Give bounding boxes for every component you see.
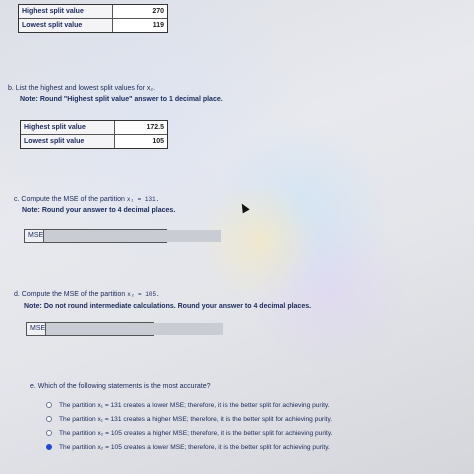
- table-a-row-highest: [19, 5, 167, 18]
- part-d-mse-field: [26, 322, 154, 336]
- table-b-lowest-label: Lowest split value: [21, 135, 115, 148]
- table-b-row-lowest: [21, 134, 167, 148]
- mouse-cursor-icon: [238, 202, 249, 214]
- table-b-highest-value[interactable]: 172.5: [115, 121, 167, 134]
- option-3-radio-icon[interactable]: [46, 430, 52, 436]
- table-a-lowest-label: Lowest split value: [19, 19, 113, 32]
- option-1-radio-icon[interactable]: [46, 402, 52, 408]
- table-a-row-lowest: [19, 18, 167, 32]
- option-2[interactable]: [46, 412, 466, 426]
- table-b-row-highest: [21, 121, 167, 134]
- option-1-text: The partition x₁ = 131 creates a lower MSE; therefore, it is the better split for achieving purity.: [59, 401, 330, 409]
- option-2-text: The partition x₁ = 131 creates a higher MSE; therefore, it is the better split for achieving purity.: [59, 415, 333, 423]
- part-b-question: b. List the highest and lowest split values for x₂.: [8, 85, 156, 92]
- part-e-options: [46, 398, 466, 454]
- table-a-highest-label: Highest split value: [19, 5, 113, 18]
- option-4[interactable]: [46, 440, 466, 454]
- part-c-note: Note: Round your answer to 4 decimal places.: [22, 207, 176, 214]
- part-c-question-text: c. Compute the MSE of the partition: [14, 196, 125, 203]
- split-values-table-a: [18, 4, 168, 33]
- part-d-mse-label: MSE: [27, 323, 46, 335]
- table-a-lowest-value[interactable]: 119: [113, 19, 167, 32]
- option-3-text: The partition x₂ = 105 creates a higher MSE; therefore, it is the better split for achieving purity.: [59, 429, 333, 437]
- table-b-highest-label: Highest split value: [21, 121, 115, 134]
- part-b-note: Note: Round "Highest split value" answer to 1 decimal place.: [20, 96, 223, 103]
- part-d-formula: x₂ = 105.: [127, 291, 160, 298]
- option-1[interactable]: [46, 398, 466, 412]
- option-2-radio-icon[interactable]: [46, 416, 52, 422]
- part-c-question: [14, 195, 159, 205]
- table-b-lowest-value[interactable]: 105: [115, 135, 167, 148]
- part-d-mse-input[interactable]: [46, 323, 223, 335]
- part-e-question: e. Which of the following statements is the most accurate?: [30, 383, 211, 390]
- option-4-radio-icon[interactable]: [46, 444, 52, 450]
- part-c-mse-field: [24, 229, 167, 243]
- part-d-note: Note: Do not round intermediate calculations. Round your answer to 4 decimal places.: [24, 303, 312, 310]
- part-c-mse-label: MSE: [25, 230, 44, 242]
- part-d-question: [14, 290, 160, 300]
- option-3[interactable]: [46, 426, 466, 440]
- part-d-question-text: d. Compute the MSE of the partition: [14, 291, 126, 298]
- option-4-text: The partition x₂ = 105 creates a lower MSE; therefore, it is the better split for achieving purity.: [59, 443, 330, 451]
- part-c-mse-input[interactable]: [44, 230, 221, 242]
- split-values-table-b: [20, 120, 168, 149]
- part-c-formula: x₁ = 131.: [126, 196, 160, 203]
- table-a-highest-value[interactable]: 270: [113, 5, 167, 18]
